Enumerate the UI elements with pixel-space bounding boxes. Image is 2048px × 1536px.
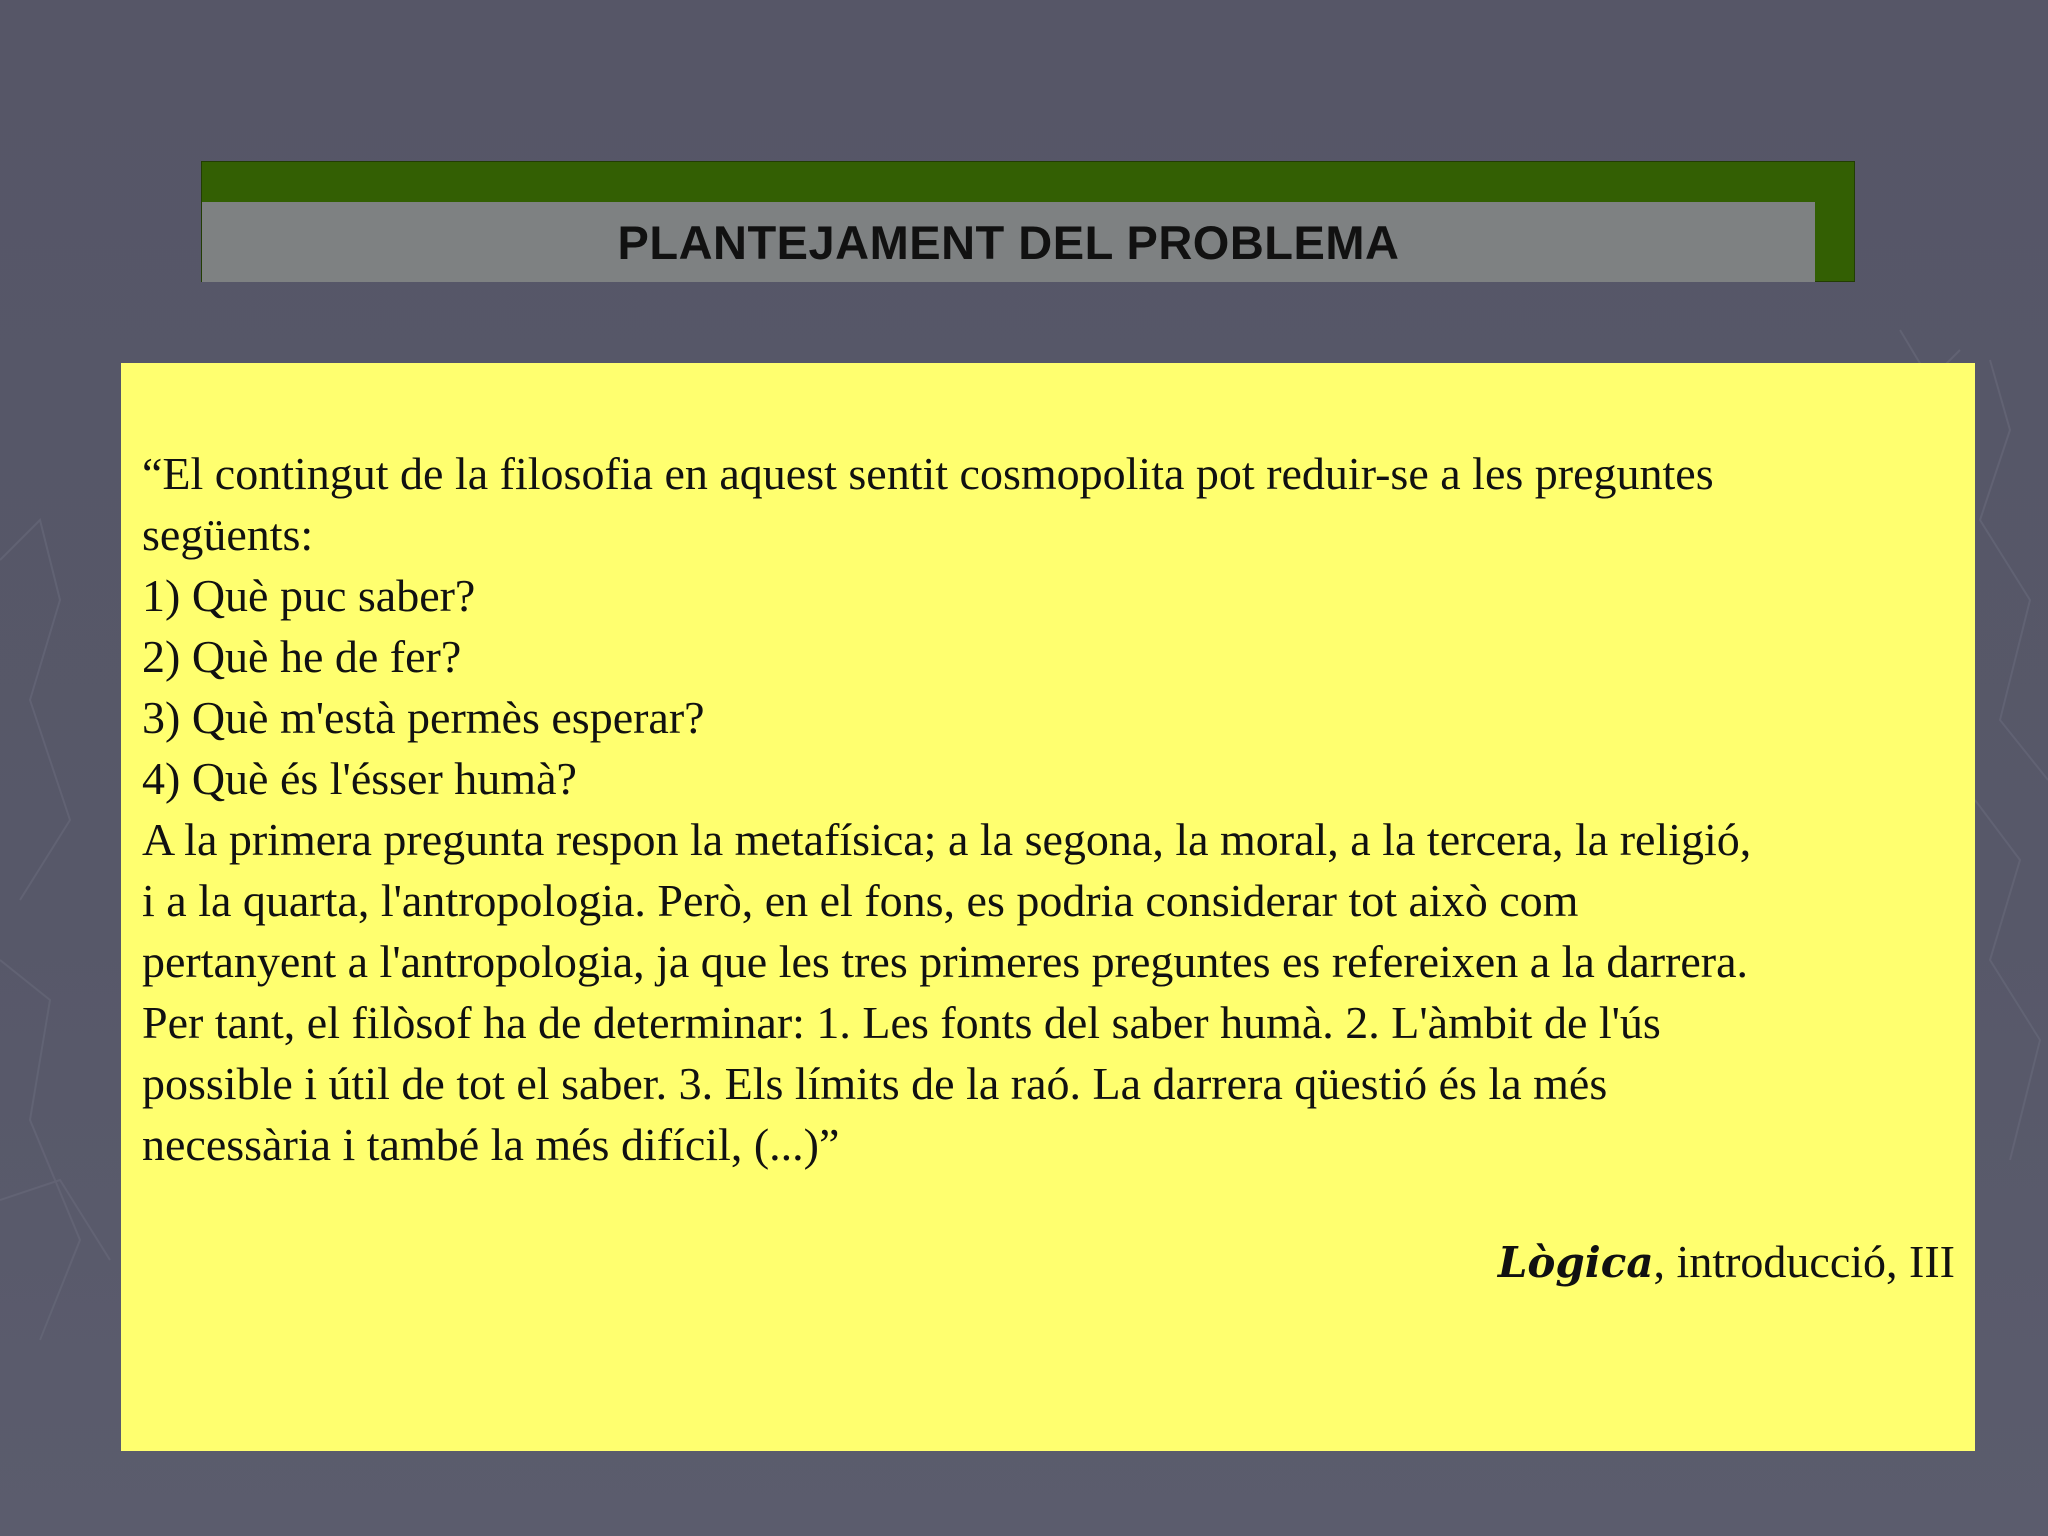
quote-line: Per tant, el filòsof ha de determinar: 1. Les fonts del saber humà. 2. L'àmbit de l'ús	[142, 997, 1661, 1048]
title-panel	[202, 202, 1815, 282]
question-2: 2) Què he de fer?	[142, 631, 462, 682]
quote-line: pertanyent a l'antropologia, ja que les tres primeres preguntes es refereixen a la darrera.	[142, 936, 1749, 987]
quote-line: i a la quarta, l'antropologia. Però, en el fons, es podria considerar tot això com	[142, 875, 1579, 926]
quote-line: “El contingut de la filosofia en aquest sentit cosmopolita pot reduir-se a les preguntes	[142, 448, 1714, 499]
citation	[1498, 1231, 1955, 1293]
quote-box	[121, 363, 1975, 1451]
quote-line: A la primera pregunta respon la metafísica; a la segona, la moral, a la tercera, la religió,	[142, 814, 1752, 865]
question-3: 3) Què m'està permès esperar?	[142, 692, 705, 743]
question-4: 4) Què és l'ésser humà?	[142, 753, 577, 804]
citation-work-title: Lògica	[1497, 1238, 1654, 1287]
quote-line: següents:	[142, 509, 314, 560]
slide-title: PLANTEJAMENT DEL PROBLEMA	[617, 215, 1400, 269]
quote-line: possible i útil de tot el saber. 3. Els límits de la raó. La darrera qüestió és la més	[142, 1058, 1608, 1109]
title-bar	[201, 161, 1855, 282]
quote-line: necessària i també la més difícil, (...)”	[142, 1119, 840, 1170]
question-1: 1) Què puc saber?	[142, 570, 476, 621]
citation-detail: , introducció, III	[1653, 1236, 1955, 1287]
